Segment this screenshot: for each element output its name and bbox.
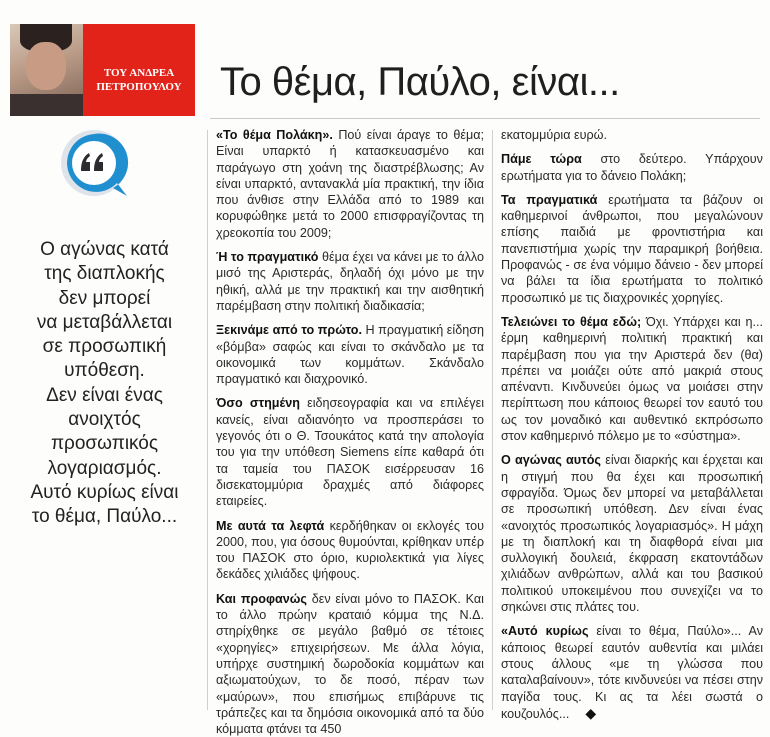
pull-quote-line: Δεν είναι ένας xyxy=(46,384,163,406)
pull-quote-line: προσωπικός xyxy=(50,433,159,455)
pull-quote-line: σε προσωπική xyxy=(42,336,167,358)
pull-quote-line: το θέμα, Παύλο... xyxy=(31,506,178,528)
pull-quote-line: να μεταβάλλεται xyxy=(36,311,173,333)
pull-quote-line: της διαπλοκής xyxy=(44,263,165,285)
quote-bubble-icon xyxy=(57,128,131,202)
article-column-1 xyxy=(216,127,484,737)
paragraph xyxy=(216,591,484,737)
paragraph xyxy=(501,314,763,444)
paragraph-lead: «Αυτό κυρίως xyxy=(501,624,589,639)
paragraph-text: εκατομμύρια ευρώ. xyxy=(501,128,607,142)
paragraph-text: Πού είναι άραγε το θέμα; Είναι υπαρκτό ή κατασκευασμένο και παράγωγο στη χοάνη της διαστρέβλωσης; Αν είναι υπαρκτό, αντανακλά μία πρακτική, την ίδια που άνθισε στην Ελλάδα από το 1989 και κορυφώθηκε μετά το 2000 επισφραγίζοντας τη χρεοκοπία του 2009; xyxy=(216,128,484,240)
paragraph-lead: Ο αγώνας αυτός xyxy=(501,453,601,468)
paragraph xyxy=(216,322,484,387)
byline-box xyxy=(83,24,195,116)
paragraph-text: Όχι. Υπάρχει και η... έρμη καθημερινή πολιτική πρακτική και παρέμβαση που για την Αριστερά δεν (θα) πρέπει να μοιάζει ούτε από μακριά στους απέναντι. Κινδυνεύει όμως να μοιάσει στην περίπτωση που κάποιος θεωρεί τον εαυτό του ως τον μοναδικό και αυθεντικό εκπρόσωπο στον καθημερινό πόλεμο με το «σύστημα». xyxy=(501,314,763,444)
column-divider xyxy=(492,130,493,710)
paragraph-lead: Όσο στημένη xyxy=(216,396,300,411)
paragraph-text: ερωτήματα τα βάζουν οι καθημερινοί άνθρωποι, που μεγαλώνουν επίσης παιδιά με φροντιστήρια και πανεπιστήμια χωρίς την παραμικρή βοήθεια. Προφανώς - σε ένα νόμιμο δάνειο - δεν μπορεί να βάλει τα ίδια ερωτήματα το πολιτικό προσωπικό με τις διαχρονικές χορηγίες. xyxy=(501,192,763,305)
paragraph-text: Η πραγματική είδηση «βόμβα» σαφώς και είναι το σκάνδαλο με τα οικονομικά των κομμάτων. Σκάνδαλο πραγματικό και διαχρονικό. xyxy=(216,323,484,387)
paragraph xyxy=(216,127,484,241)
paragraph xyxy=(501,127,763,143)
paragraph-text: είναι διαρκής και έρχεται και η στιγμή που θα έχει και προσωπική σφραγίδα. Όμως δεν μπορεί να μεταβάλλεται σε προσωπική υπόθεση. Δεν είναι ένας «ανοιχτός προσωπικός λογαριασμός». Η μάχη με τη διαπλοκή και τη διαφθορά είναι μια συλλογική δουλειά, έκφραση εκατοντάδων χιλιάδων ανθρώπων, αλλά και του βασικού πολιτικού υποκειμένου που συνεχίζει να το σηκώνει στις πλάτες του. xyxy=(501,453,763,615)
paragraph xyxy=(501,623,763,722)
article-column-2 xyxy=(501,127,763,722)
title-rule xyxy=(210,118,760,119)
pull-quote-line: ανοιχτός xyxy=(68,409,141,431)
paragraph-text: είναι το θέμα, Παύλο»... Αν κάποιος θεωρεί εαυτόν αυθεντία και μιλάει στους άλλους «με τη γλώσσα που καταλαβαίνουν», τότε κινδυνεύει να πέσει στην παγίδα τους. Κι ας τα λέει σωστά ο κουζουλός... xyxy=(501,624,763,721)
byline-line-1: ΤΟΥ ΑΝΔΡΕΑ xyxy=(103,67,175,79)
byline-line-2: ΠΕΤΡΟΠΟΥΛΟΥ xyxy=(96,81,182,93)
pull-quote-line: Αυτό κυρίως είναι xyxy=(30,481,179,503)
paragraph xyxy=(216,395,484,509)
paragraph xyxy=(501,151,763,184)
pull-quote-line: υπόθεση. xyxy=(64,360,145,382)
article-title: Το θέμα, Παύλο, είναι... xyxy=(220,60,620,104)
end-mark-icon: ◆ xyxy=(585,704,597,721)
paragraph-lead: «Το θέμα Πολάκη». xyxy=(216,128,333,142)
paragraph-text: θέμα έχει να κάνει με το άλλο μισό της Αριστεράς, δηλαδή όχι μόνο με την ηθική, αλλά με την πρακτική και την αισθητική παρέμβαση στην πολιτική διαδικασία; xyxy=(216,250,484,313)
paragraph-lead: Τα πραγματικά xyxy=(501,192,598,207)
pull-quote xyxy=(22,238,187,530)
paragraph-lead: Με αυτά τα λεφτά xyxy=(216,518,325,533)
paragraph-text: ειδησεογραφία και να επιλέγει κανείς, είναι αδιανόητο να προσπεράσει το γεγονός ότι ο Θ. Τσουκάτος κατά την απολογία του για την υπόθεση Siemens είπε καθαρά ότι τα ταμεία του ΠΑΣΟΚ εισέρρευσαν 16 δισεκατομμύρια δραχμές από διάφορες εταιρείες. xyxy=(216,396,484,509)
paragraph-text: δεν είναι μόνο το ΠΑΣΟΚ. Και το άλλο πρώην κραταιό κόμμα της Ν.Δ. στηρίχθηκε σε μεγάλο βαθμό σε τέτοιες «χορηγίες» επιχειρήσεων. Με άλλα λόγια, υπήρχε συστημική δωροδοκία κομμάτων και αξιωματούχων, το δε ποσό, πέραν των «μαύρων», που επισήμως επιβάρυνε τις τράπεζες και τα δημόσια οικονομικά από τα δύο κόμματα φτάνει τα 450 xyxy=(216,591,484,737)
paragraph-lead: Και προφανώς xyxy=(216,591,307,606)
byline-text xyxy=(83,66,195,94)
pull-quote-line: λογαριασμός. xyxy=(47,457,162,479)
pull-quote-line: δεν μπορεί xyxy=(58,287,151,309)
paragraph-lead: Τελειώνει το θέμα εδώ; xyxy=(501,314,642,329)
paragraph-lead: Πάμε τώρα xyxy=(501,152,582,167)
paragraph xyxy=(501,452,763,615)
paragraph xyxy=(216,249,484,314)
paragraph-text: κερδήθηκαν οι εκλογές του 2000, που, για όσους θυμούνται, κρίθηκαν υπέρ του ΠΑΣΟΚ στο όριο, κυριολεκτικά για λίγες δεκάδες χιλιάδες ψήφους. xyxy=(216,518,484,582)
pull-quote-line: Ο αγώνας κατά xyxy=(40,239,169,260)
paragraph-lead: Ξεκινάμε από το πρώτο. xyxy=(216,323,362,338)
paragraph xyxy=(501,192,763,306)
paragraph-text: στο δεύτερο. Υπάρχουν ερωτήματα για το δάνειο Πολάκη; xyxy=(501,152,763,183)
paragraph-lead: Ή το πραγματικό xyxy=(216,250,319,265)
author-photo xyxy=(10,24,83,116)
paragraph xyxy=(216,518,484,583)
column-divider xyxy=(207,130,208,710)
